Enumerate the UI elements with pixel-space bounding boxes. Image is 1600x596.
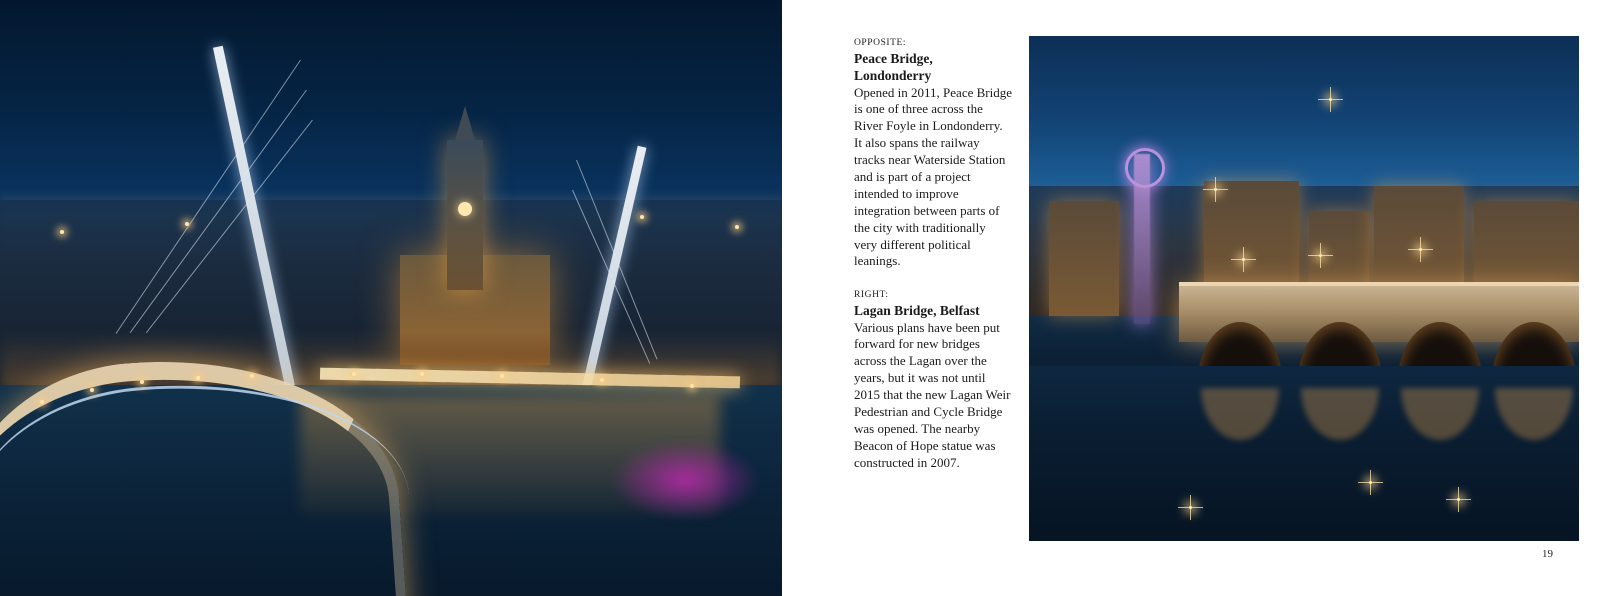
deck-lamp [600,378,604,382]
light-reflection-flare [1369,481,1372,484]
beacon-of-hope-statue [1134,154,1150,324]
deck-lamp [90,388,94,392]
caption-kicker: OPPOSITE: [854,38,907,48]
deck-lamp [250,374,254,378]
city-light [60,230,64,234]
city-light [640,215,644,219]
city-light [185,222,189,226]
caption-right [854,290,1012,471]
city-light [735,225,739,229]
street-lamp-flare [1419,248,1422,251]
light-reflection-flare [1189,506,1192,509]
caption-column [854,38,1012,472]
light-reflection-flare [1457,498,1460,501]
deck-lamp [690,384,694,388]
clock-tower [447,140,483,290]
deck-lamp [40,400,44,404]
caption-title: Lagan Bridge, Belfast [854,303,980,319]
caption-title: Peace Bridge, Londonderry [854,51,933,84]
deck-lamp [420,372,424,376]
caption-body: Various plans have been put forward for new bridges across the Lagan over the years, but it was not until 2015 that the new Lagan Weir Pedestrian and Cycle Bridge was opened. The nearby Beacon of Hope statue was constructed in 2007. [854,319,1011,470]
magenta-light-reflection [610,440,760,520]
city-skyline [0,200,782,390]
deck-lamp [352,372,356,376]
clock-face [458,202,472,216]
lagan-bridge-belfast-photo [1029,36,1579,541]
caption-kicker: RIGHT: [854,290,889,301]
building [1049,201,1119,316]
street-lamp-flare [1329,98,1332,101]
street-lamp-flare [1214,188,1217,191]
caption-opposite [854,38,1012,270]
deck-lamp [196,376,200,380]
caption-body: Opened in 2011, Peace Bridge is one of three across the River Foyle in Londonderry. It also spans the railway tracks near Waterside Station and is part of a project intended to improve integration between parts of the city with traditionally very different political leanings. [854,84,1012,269]
right-page [782,0,1600,596]
street-lamp-flare [1242,258,1245,261]
deck-lamp [500,374,504,378]
deck-lamp [140,380,144,384]
left-page [0,0,782,596]
street-lamp-flare [1319,254,1322,257]
peace-bridge-londonderry-photo [0,0,782,596]
page-number: 19 [1542,548,1553,560]
